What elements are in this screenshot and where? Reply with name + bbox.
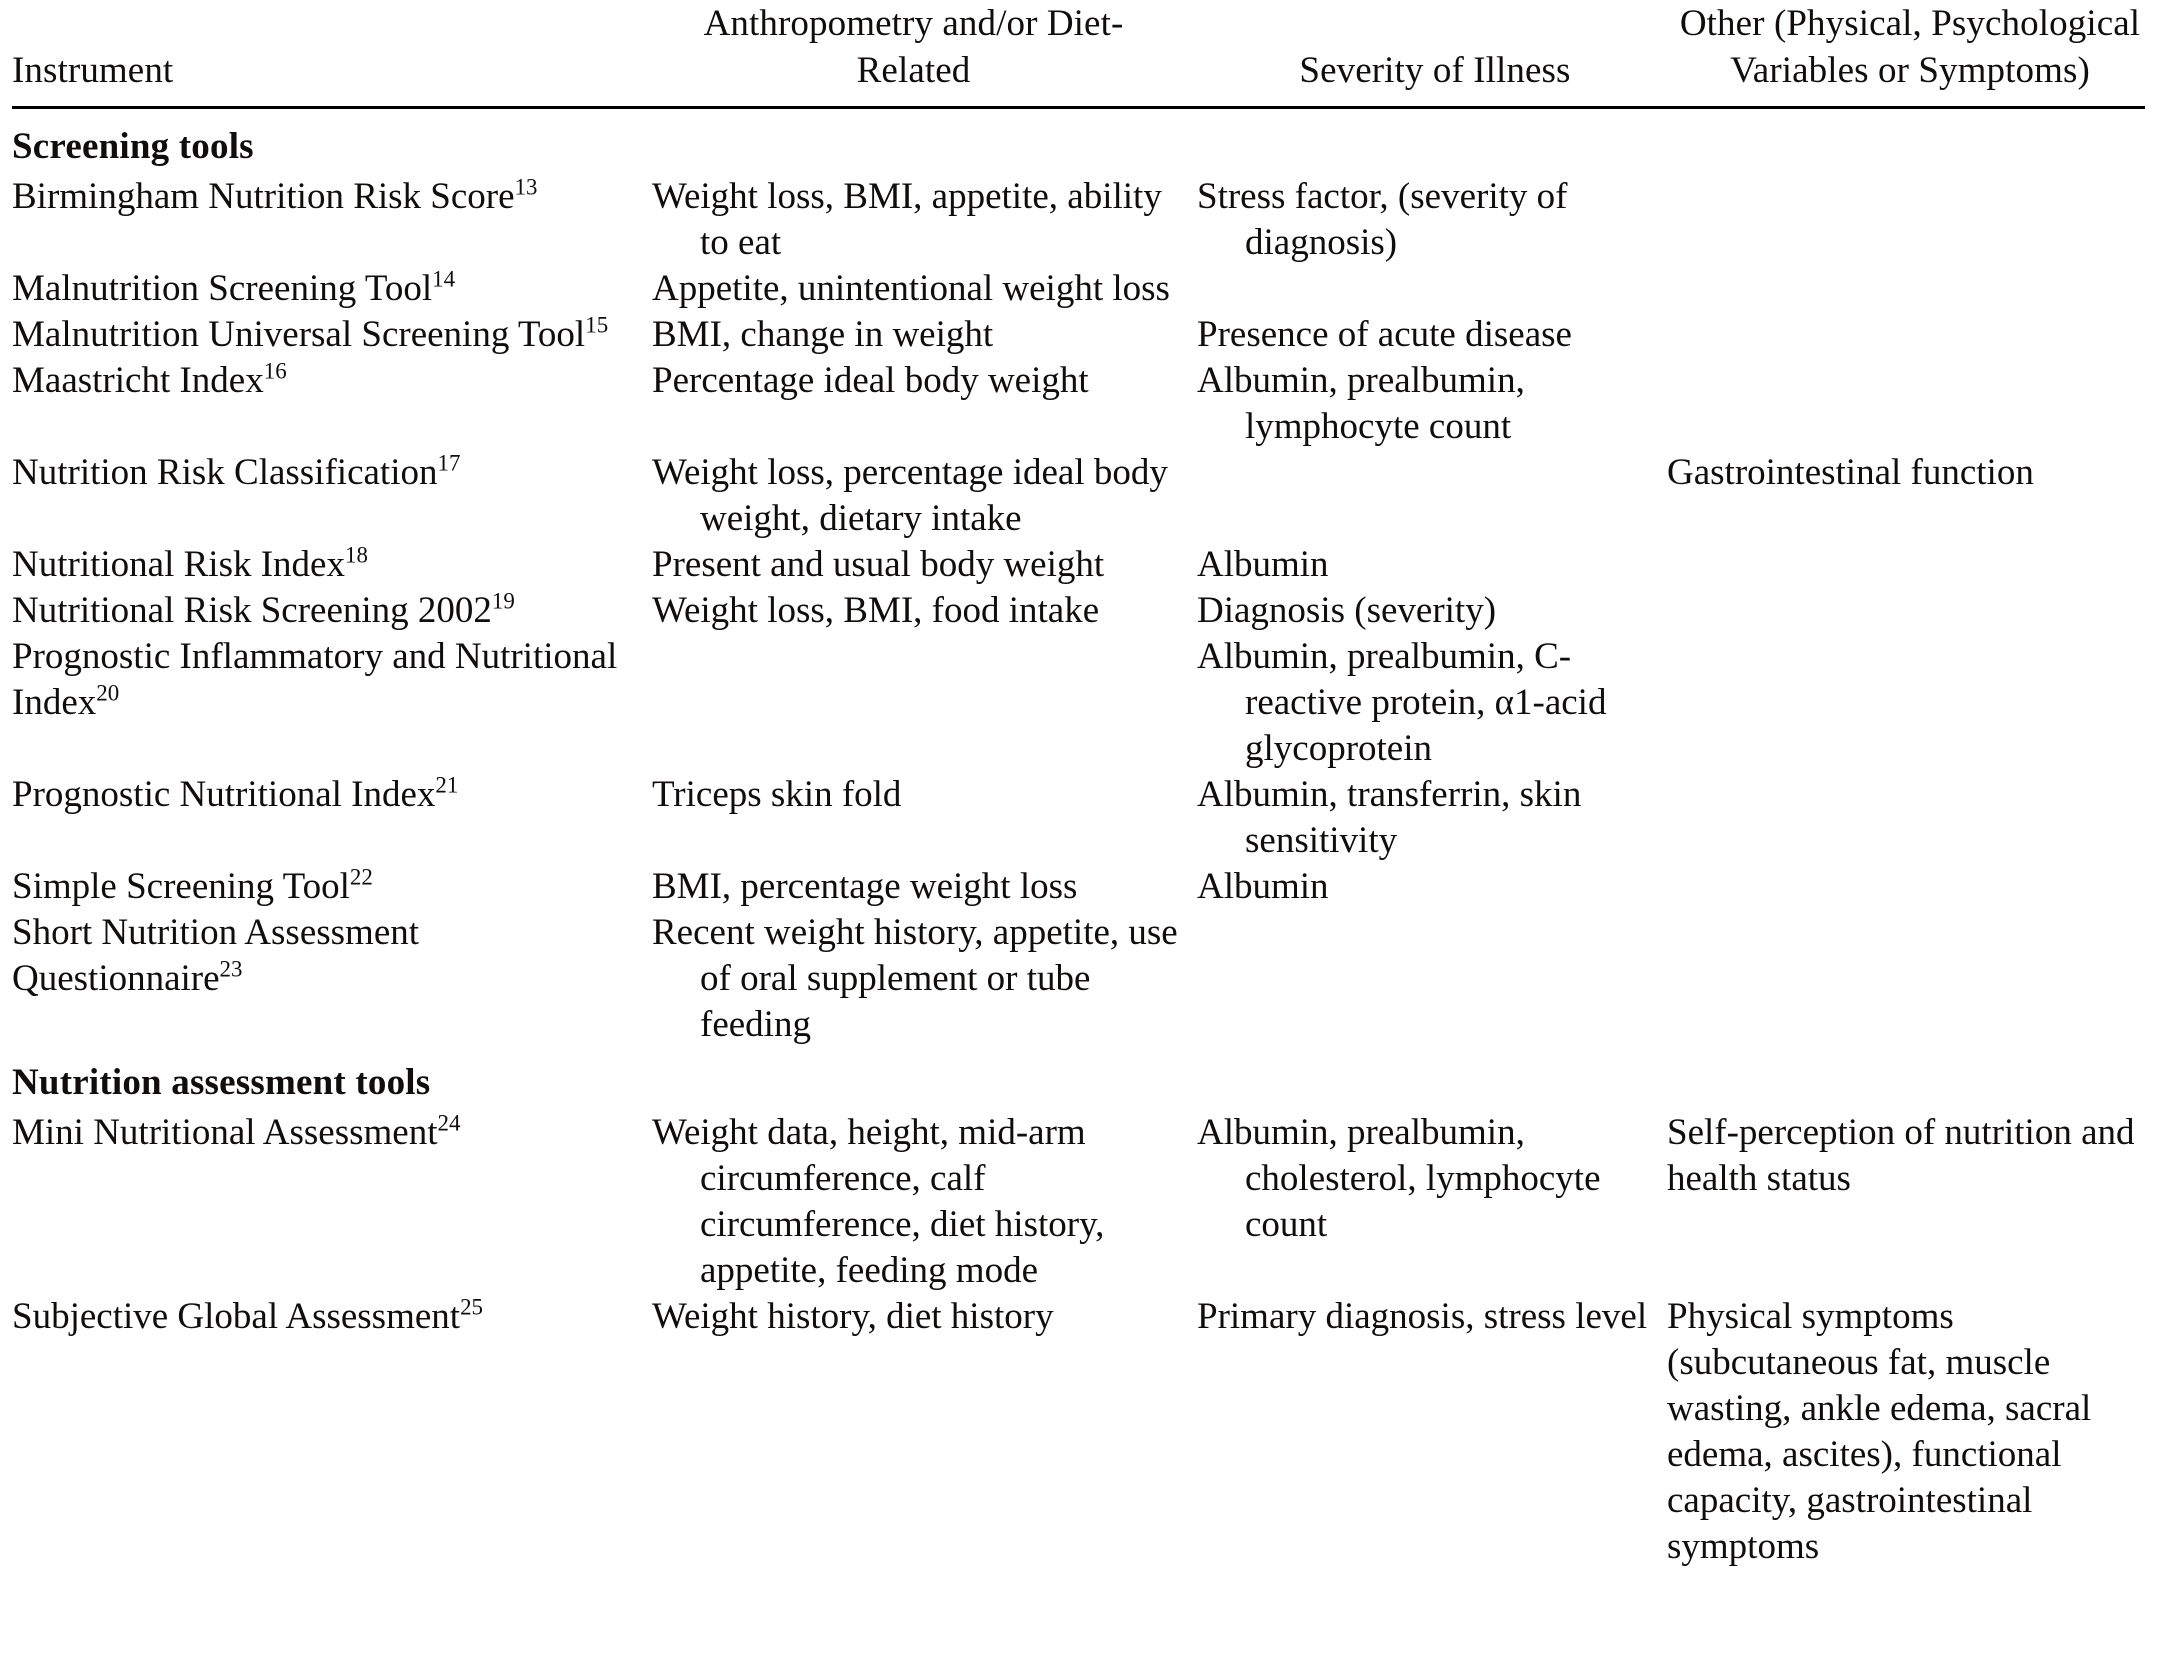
cell-other <box>1667 266 2145 312</box>
section-heading-row <box>12 112 2145 174</box>
cell-instrument <box>12 864 652 910</box>
table-row <box>12 450 2145 542</box>
cell-instrument <box>12 542 652 588</box>
reference-superscript: 15 <box>585 312 609 338</box>
cell-instrument <box>12 450 652 542</box>
cell-other: Gastrointestinal function <box>1667 452 2034 493</box>
table-row <box>12 588 2145 634</box>
table-body <box>12 112 2145 1570</box>
cell-anthropometry: Percentage ideal body weight <box>652 360 1089 401</box>
reference-superscript: 17 <box>437 450 461 476</box>
instrument-name: Prognostic Nutritional Index <box>12 774 436 815</box>
nutrition-instruments-table <box>12 0 2145 1570</box>
column-header-anthropometry: Anthropometry and/or Diet-Related <box>703 3 1124 91</box>
cell-anthropometry: Weight history, diet history <box>652 1296 1054 1337</box>
cell-severity: Albumin <box>1197 544 1329 585</box>
instrument-name: Nutrition Risk Classification <box>12 452 438 493</box>
cell-other: Physical symptoms (subcutaneous fat, muscle wasting, ankle edema, sacral edema, ascites), functional capacity, gastrointestinal symptoms <box>1667 1296 2092 1567</box>
table-row <box>12 312 2145 358</box>
instrument-name: Maastricht Index <box>12 360 264 401</box>
header-rule-cell <box>12 103 2145 112</box>
table-row <box>12 634 2145 772</box>
cell-severity <box>1197 910 1667 1048</box>
instrument-name: Mini Nutritional Assessment <box>12 1112 438 1153</box>
instrument-name: Simple Screening Tool <box>12 866 350 907</box>
cell-other <box>1667 634 2145 772</box>
table-row <box>12 864 2145 910</box>
cell-anthropometry: BMI, change in weight <box>652 314 994 355</box>
cell-anthropometry: Weight loss, percentage ideal body weight, dietary intake <box>652 452 1168 539</box>
column-header-severity: Severity of Illness <box>1299 50 1571 91</box>
table-row <box>12 174 2145 266</box>
cell-instrument <box>12 266 652 312</box>
table-row <box>12 358 2145 450</box>
instrument-name: Malnutrition Universal Screening Tool <box>12 314 586 355</box>
reference-superscript: 25 <box>460 1294 484 1320</box>
reference-superscript: 21 <box>435 772 459 798</box>
cell-anthropometry: Weight loss, BMI, food intake <box>652 590 1100 631</box>
cell-severity <box>1197 266 1667 312</box>
cell-anthropometry <box>652 634 1197 772</box>
instrument-name: Short Nutrition Assessment Questionnaire <box>12 912 420 999</box>
cell-severity: Albumin, prealbumin, C-reactive protein, α1-acid glycoprotein <box>1197 636 1607 769</box>
cell-instrument <box>12 174 652 266</box>
cell-instrument <box>12 358 652 450</box>
instrument-name: Malnutrition Screening Tool <box>12 268 433 309</box>
cell-severity: Albumin, prealbumin, cholesterol, lymphocyte count <box>1197 1112 1601 1245</box>
reference-superscript: 20 <box>96 680 120 706</box>
cell-other <box>1667 910 2145 1048</box>
cell-severity: Albumin, transferrin, skin sensitivity <box>1197 774 1582 861</box>
instrument-name: Nutritional Risk Index <box>12 544 345 585</box>
cell-anthropometry: Present and usual body weight <box>652 544 1105 585</box>
reference-superscript: 18 <box>344 542 368 568</box>
cell-severity: Albumin, prealbumin, lymphocyte count <box>1197 360 1525 447</box>
table-row <box>12 266 2145 312</box>
cell-other <box>1667 864 2145 910</box>
cell-anthropometry: BMI, percentage weight loss <box>652 866 1078 907</box>
cell-severity: Diagnosis (severity) <box>1197 590 1497 631</box>
cell-other <box>1667 588 2145 634</box>
cell-instrument <box>12 588 652 634</box>
column-header-other: Other (Physical, Psychological Variables or Symptoms) <box>1679 3 2141 91</box>
cell-other <box>1667 358 2145 450</box>
reference-superscript: 14 <box>432 266 456 292</box>
instrument-name: Nutritional Risk Screening 2002 <box>12 590 492 631</box>
cell-anthropometry: Triceps skin fold <box>652 774 902 815</box>
reference-superscript: 16 <box>263 358 287 384</box>
table-row <box>12 1110 2145 1294</box>
header-rule-row <box>12 103 2145 112</box>
cell-severity: Primary diagnosis, stress level <box>1197 1296 1648 1337</box>
cell-anthropometry: Appetite, unintentional weight loss <box>652 268 1170 309</box>
cell-other <box>1667 772 2145 864</box>
cell-anthropometry: Weight data, height, mid-arm circumference, calf circumference, diet history, appetite, feeding mode <box>652 1112 1105 1291</box>
table-row <box>12 772 2145 864</box>
reference-superscript: 19 <box>491 588 515 614</box>
cell-instrument <box>12 1294 652 1570</box>
cell-other: Self-perception of nutrition and health status <box>1667 1112 2135 1199</box>
reference-superscript: 22 <box>349 864 373 890</box>
table-header <box>12 0 2145 112</box>
section-heading-row <box>12 1048 2145 1110</box>
cell-severity: Stress factor, (severity of diagnosis) <box>1197 176 1568 263</box>
cell-severity: Presence of acute disease <box>1197 314 1572 355</box>
instrument-name: Prognostic Inflammatory and Nutritional Index <box>12 636 618 723</box>
table-row <box>12 1294 2145 1570</box>
cell-instrument <box>12 634 652 772</box>
section-heading: Screening tools <box>12 126 254 167</box>
instrument-name: Subjective Global Assessment <box>12 1296 461 1337</box>
column-header-instrument: Instrument <box>12 50 174 91</box>
cell-other <box>1667 174 2145 266</box>
cell-other <box>1667 542 2145 588</box>
section-heading: Nutrition assessment tools <box>12 1062 431 1103</box>
reference-superscript: 24 <box>437 1110 461 1136</box>
reference-superscript: 23 <box>219 956 243 982</box>
cell-instrument <box>12 312 652 358</box>
cell-instrument <box>12 910 652 1048</box>
cell-anthropometry: Weight loss, BMI, appetite, ability to eat <box>652 176 1162 263</box>
table-row <box>12 910 2145 1048</box>
reference-superscript: 13 <box>514 174 538 200</box>
cell-instrument <box>12 772 652 864</box>
header-divider <box>12 106 2145 109</box>
cell-severity <box>1197 450 1667 542</box>
table-row <box>12 542 2145 588</box>
cell-severity: Albumin <box>1197 866 1329 907</box>
cell-other <box>1667 312 2145 358</box>
instrument-name: Birmingham Nutrition Risk Score <box>12 176 515 217</box>
header-row <box>12 0 2145 103</box>
cell-anthropometry: Recent weight history, appetite, use of oral supplement or tube feeding <box>652 912 1178 1045</box>
cell-instrument <box>12 1110 652 1294</box>
